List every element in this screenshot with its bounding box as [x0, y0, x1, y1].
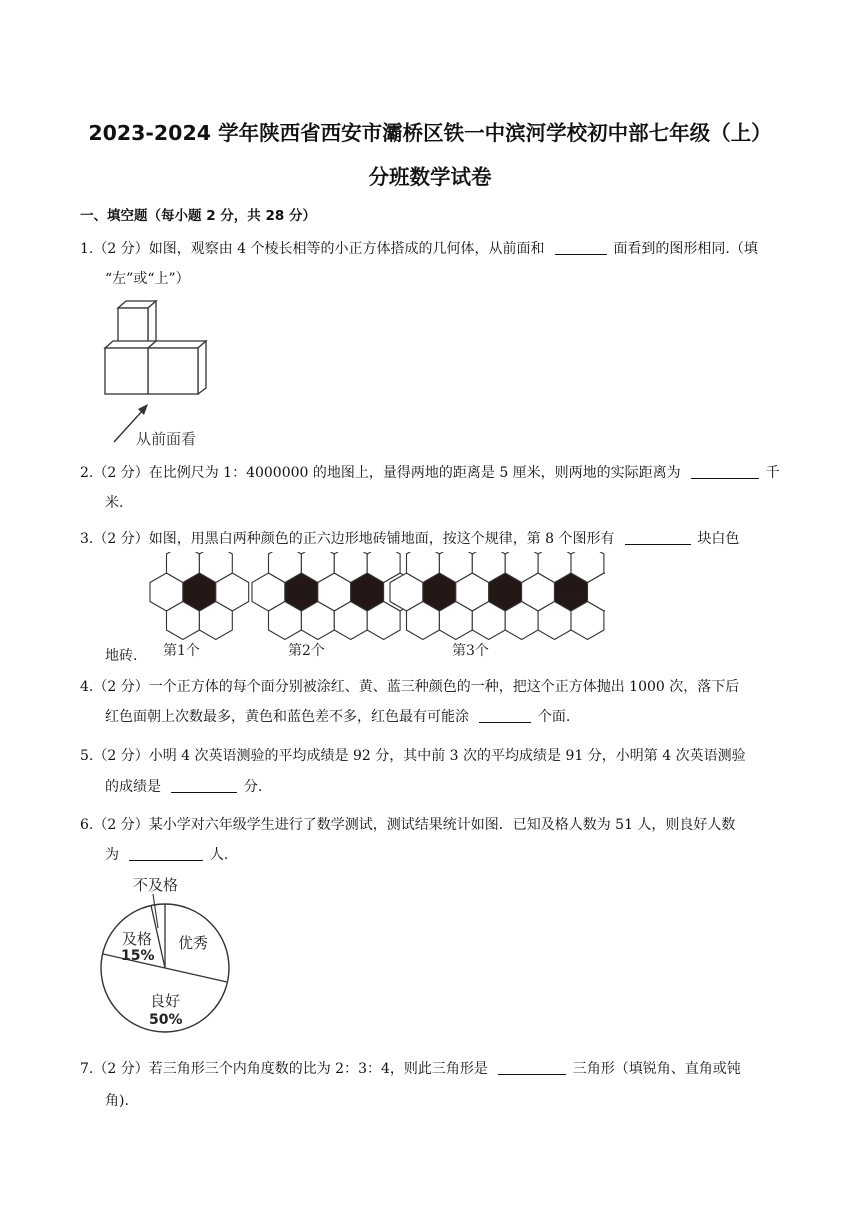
q4-line-2 — [105, 706, 570, 726]
q2-answer-blank[interactable] — [691, 463, 759, 479]
q4-answer-blank[interactable] — [479, 707, 531, 723]
q6-line-1: 6.（2 分）某小学对六年级学生进行了数学测试，测试结果统计如图．已知及格人数为 51 人，则良好人数 — [80, 817, 736, 833]
q6-line-2 — [105, 844, 228, 864]
title-line-2: 分班数学试卷 — [368, 165, 492, 189]
q7-line-2: 角). — [105, 1093, 129, 1109]
pie-pct-pass: 15% — [121, 948, 155, 964]
pie-label-fail: 不及格 — [133, 876, 179, 894]
q4-text-b: 红色面朝上次数最多，黄色和蓝色差不多，红色最有可能涂 — [105, 709, 469, 725]
q2-text-b: 千 — [765, 465, 780, 481]
q3-label-2: 第2个 — [288, 643, 325, 659]
q5-line-1: 5.（2 分）小明 4 次英语测验的平均成绩是 92 分，其中前 3 次的平均成绩是 91 分，小明第 4 次英语测验 — [80, 748, 746, 764]
pie-chart — [98, 872, 240, 1038]
q4-line-1: 4.（2 分）一个正方体的每个面分别被涂红、黄、蓝三种颜色的一种，把这个正方体抛出 1000 次，落下后 — [80, 679, 740, 695]
q5-text-b: 的成绩是 — [105, 779, 161, 795]
q1-text-b: 面看到的图形相同.（填 — [613, 241, 758, 257]
q2-text-a: 2.（2 分）在比例尺为 1：4000000 的地图上，量得两地的距离是 5 厘米，则两地的实际距离为 — [80, 465, 681, 481]
section-heading: 一、填空题（每小题 2 分，共 28 分） — [80, 208, 316, 224]
q5-answer-blank[interactable] — [171, 777, 237, 793]
q3-text-a: 3.（2 分）如图，用黑白两种颜色的正六边形地砖铺地面，按这个规律，第 8 个图形有 — [80, 531, 615, 547]
q3-text-b: 块白色 — [697, 531, 740, 547]
q3-answer-blank[interactable] — [625, 529, 691, 545]
q3-ellipsis: …… — [557, 589, 583, 604]
hexagon-tiles — [150, 552, 605, 640]
cube-figure — [100, 296, 215, 448]
q6-answer-blank[interactable] — [129, 845, 203, 861]
q6-text-c: 人. — [209, 847, 229, 863]
q5-line-2 — [105, 776, 262, 796]
q7-line-1 — [80, 1058, 741, 1078]
hexagon-figure — [145, 552, 605, 662]
pie-label-excellent: 优秀 — [178, 934, 209, 952]
q4-text-c: 个面. — [537, 709, 571, 725]
q1-line-2: “左”或“上”） — [105, 271, 190, 287]
q1-text-a: 1.（2 分）如图，观察由 4 个棱长相等的小正方体搭成的几何体，从前面和 — [80, 241, 545, 257]
q7-text-a: 7.（2 分）若三角形三个内角度数的比为 2：3：4，则此三角形是 — [80, 1061, 488, 1077]
q3-label-3: 第3个 — [452, 643, 489, 659]
q6-text-b: 为 — [105, 847, 119, 863]
pie-label-pass: 及格 — [122, 930, 153, 948]
q2-line-1 — [80, 462, 780, 482]
q7-answer-blank[interactable] — [498, 1059, 566, 1075]
q5-text-c: 分. — [243, 779, 263, 795]
q3-label-1: 第1个 — [163, 643, 200, 659]
q2-line-2: 米. — [105, 495, 124, 511]
q1-fig-label: 从前面看 — [136, 430, 197, 448]
title-line-1: 2023-2024 学年陕西省西安市灞桥区铁一中滨河学校初中部七年级（上） — [88, 121, 772, 145]
q3-line-1 — [80, 528, 739, 548]
pie-pct-good: 50% — [149, 1012, 183, 1028]
pie-label-good: 良好 — [150, 992, 181, 1010]
q7-text-b: 三角形（填锐角、直角或钝 — [572, 1061, 741, 1077]
q1-answer-blank[interactable] — [555, 239, 607, 255]
q1-line-1 — [80, 238, 758, 258]
q3-line-2: 地砖. — [105, 648, 138, 664]
